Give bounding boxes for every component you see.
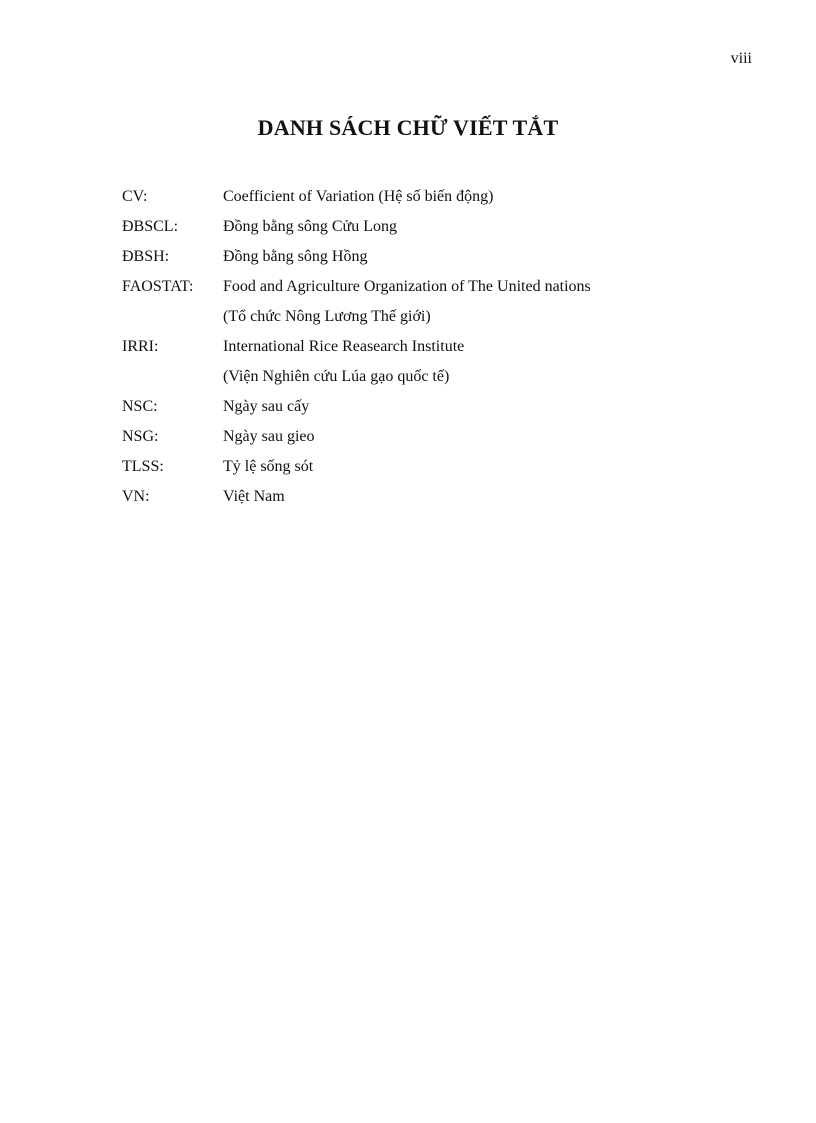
abbreviation-row: [122, 212, 742, 242]
abbreviation-term: CV:: [122, 188, 148, 205]
abbreviation-definition: Coefficient of Variation (Hệ số biến động): [223, 188, 494, 205]
abbreviation-term: VN:: [122, 488, 150, 505]
abbreviation-row: [122, 182, 742, 212]
abbreviation-term: IRRI:: [122, 338, 159, 355]
abbreviation-term: ĐBSCL:: [122, 218, 179, 235]
abbreviation-row-continued: [122, 302, 742, 332]
abbreviation-term: TLSS:: [122, 458, 164, 475]
abbreviation-definition: Việt Nam: [223, 488, 285, 505]
abbreviation-row: [122, 272, 742, 302]
abbreviation-definition: Đồng bằng sông Hồng: [223, 248, 368, 265]
abbreviation-definition: (Tổ chức Nông Lương Thế giới): [223, 308, 431, 325]
abbreviation-definition: Tỷ lệ sống sót: [223, 458, 314, 475]
abbreviation-definition: Đồng bằng sông Cửu Long: [223, 218, 397, 235]
abbreviation-row: [122, 422, 742, 452]
abbreviation-definition: Ngày sau gieo: [223, 428, 315, 445]
abbreviation-term: ĐBSH:: [122, 248, 170, 265]
abbreviation-term: NSC:: [122, 398, 158, 415]
abbreviation-row: [122, 392, 742, 422]
abbreviation-term: FAOSTAT:: [122, 278, 194, 295]
abbreviation-list: [122, 182, 742, 512]
abbreviation-definition: (Viện Nghiên cứu Lúa gạo quốc tế): [223, 368, 450, 385]
abbreviation-row: [122, 452, 742, 482]
abbreviation-row-continued: [122, 362, 742, 392]
abbreviation-definition: Ngày sau cấy: [223, 398, 310, 415]
abbreviation-term: NSG:: [122, 428, 159, 445]
page-title: DANH SÁCH CHỮ VIẾT TẮT: [257, 115, 559, 140]
abbreviation-definition: International Rice Reasearch Institute: [223, 338, 465, 355]
abbreviation-row: [122, 242, 742, 272]
page-number: viii: [730, 50, 752, 67]
abbreviation-definition: Food and Agriculture Organization of The United nations: [223, 278, 591, 295]
abbreviation-row: [122, 332, 742, 362]
abbreviation-row: [122, 482, 742, 512]
